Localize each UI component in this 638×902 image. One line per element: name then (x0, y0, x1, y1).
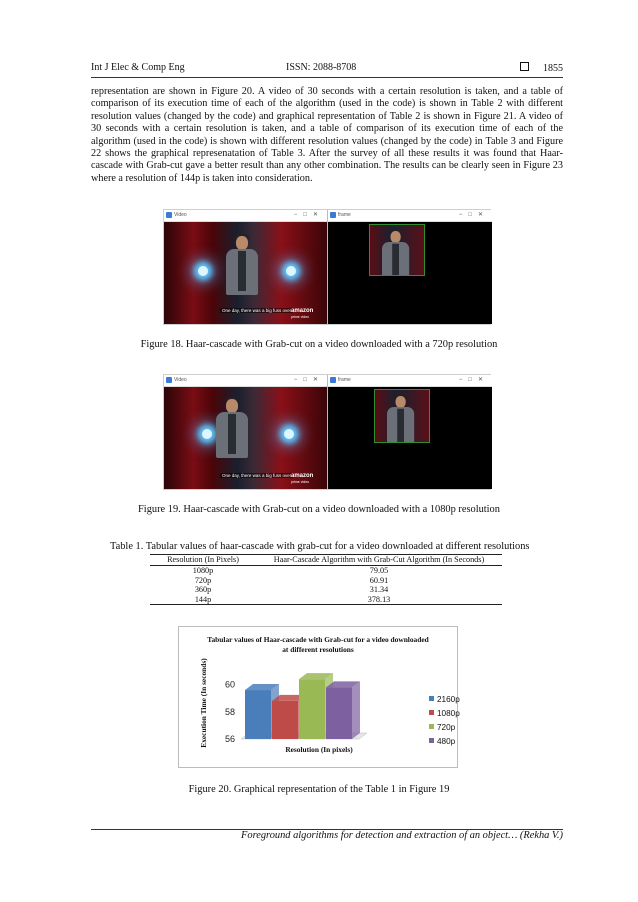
video-window (164, 375, 328, 489)
amazon-logo: amazon prime video (291, 473, 314, 484)
video-titlebar: Video −□✕ (164, 375, 327, 387)
stage-light (284, 429, 294, 439)
app-icon (166, 377, 172, 383)
window-controls: −□✕ (293, 212, 324, 218)
legend-swatch (429, 710, 434, 715)
grabcut-region (369, 224, 425, 276)
stage-light (198, 266, 208, 276)
table-header-row (150, 555, 502, 566)
frame-titlebar: frame −□✕ (328, 375, 492, 387)
window-controls: −□✕ (458, 212, 489, 218)
legend-item-2160p (429, 695, 460, 704)
page-number-group (520, 62, 563, 74)
grabcut-region (374, 389, 430, 443)
y-tick-label: 58 (224, 706, 235, 717)
legend-swatch (429, 696, 434, 701)
app-icon (330, 377, 336, 383)
y-tick-label: 56 (224, 734, 235, 744)
table-row: 360p 31.34 (194, 585, 389, 594)
video-subtitle: One day, there was a big fuss over (222, 308, 292, 313)
x-axis-label: Resolution (In pixels) (285, 745, 353, 754)
running-header (91, 62, 563, 76)
frame-output (328, 222, 492, 324)
issn: ISSN: 2088-8708 (286, 62, 357, 73)
video-titlebar: Video −□✕ (164, 210, 327, 222)
header-rule (91, 77, 563, 78)
window-controls: −□✕ (293, 377, 324, 383)
table-row: 1080p 79.05 (192, 566, 389, 575)
column-header: Haar-Cascade Algorithm with Grab-Cut Algorithm (In Seconds) (256, 555, 502, 566)
running-footer: Foreground algorithms for detection and extraction of an object… (Rekha V.) (241, 830, 563, 841)
journal-name: Int J Elec & Comp Eng (91, 62, 185, 73)
video-frame (164, 387, 327, 489)
frame-window (328, 210, 492, 324)
app-icon (330, 212, 336, 218)
legend-label: 2160p (437, 695, 460, 704)
frame-titlebar: frame −□✕ (328, 210, 492, 222)
legend-item-1080p (429, 709, 460, 718)
stage-light (202, 429, 212, 439)
legend-label: 480p (437, 737, 456, 746)
figure20-caption: Figure 20. Graphical representation of the Table 1 in Figure 19 (188, 784, 450, 795)
legend-label: 1080p (437, 709, 460, 718)
figure19-image (163, 374, 491, 490)
legend-swatch (429, 724, 434, 729)
figure18-image (163, 209, 491, 325)
legend-item-480p (429, 737, 455, 746)
legend-item-720p (429, 723, 455, 732)
body-paragraph: representation are shown in Figure 20. A video of 30 seconds with a certain resolution is taken, and a table of comparison of its execution time of each of the algorithm (used in the code) is shown in Table 2 with different resolution values (changed by the code) and graphical representation of Table 2 is shown in Figure 21. A video of 30 seconds with a certain resolution is taken, and a table of comparison of its execution time of each of the algorithm (used in the code) is shown with different resolution values (changed by the code) in Table 3 and Figure 22 shows the graphical represenatation of Table 3. After the survey of all these results it was found that Haar-cascade with Grab-cut gave a better result than any other combination. The results can be clearly seen in Figure 23 where a resolution of 144p is taken into consideration. (91, 86, 563, 184)
frame-window (328, 375, 492, 489)
column-header: Resolution (In Pixels) (150, 555, 256, 566)
checkbox-icon (520, 62, 529, 71)
table-row: 144p 378.13 (150, 595, 502, 605)
chart-title-line1: Tabular values of Haar-cascade with Grab-cut for a video downloaded (207, 635, 429, 644)
legend-swatch (429, 738, 434, 743)
figure20-chart (178, 626, 458, 768)
video-window (164, 210, 328, 324)
figure18-caption: Figure 18. Haar-cascade with Grab-cut on a video downloaded with a 720p resolution (140, 339, 498, 350)
y-axis-label: Execution Time (In seconds) (199, 658, 208, 748)
figure19-caption: Figure 19. Haar-cascade with Grab-cut on a video downloaded with a 1080p resolution (138, 504, 500, 515)
table1-caption: Table 1. Tabular values of haar-cascade with grab-cut for a video downloaded at different resolutions (110, 541, 530, 552)
chart-plot (179, 627, 457, 767)
video-subtitle: One day, there was a big fuss over (222, 473, 292, 478)
amazon-logo: amazon prime video (291, 308, 314, 319)
legend-label: 720p (437, 723, 456, 732)
table1 (150, 554, 502, 605)
video-frame (164, 222, 327, 324)
bar-480p (326, 681, 360, 739)
y-tick-label: 60 (224, 679, 235, 690)
app-icon (166, 212, 172, 218)
stage-light (286, 266, 296, 276)
frame-output (328, 387, 492, 489)
window-controls: −□✕ (458, 377, 489, 383)
page-number: 1855 (543, 63, 563, 74)
chart-title-line2: at different resolutions (282, 645, 354, 654)
table-row: 720p 60.91 (194, 575, 389, 585)
